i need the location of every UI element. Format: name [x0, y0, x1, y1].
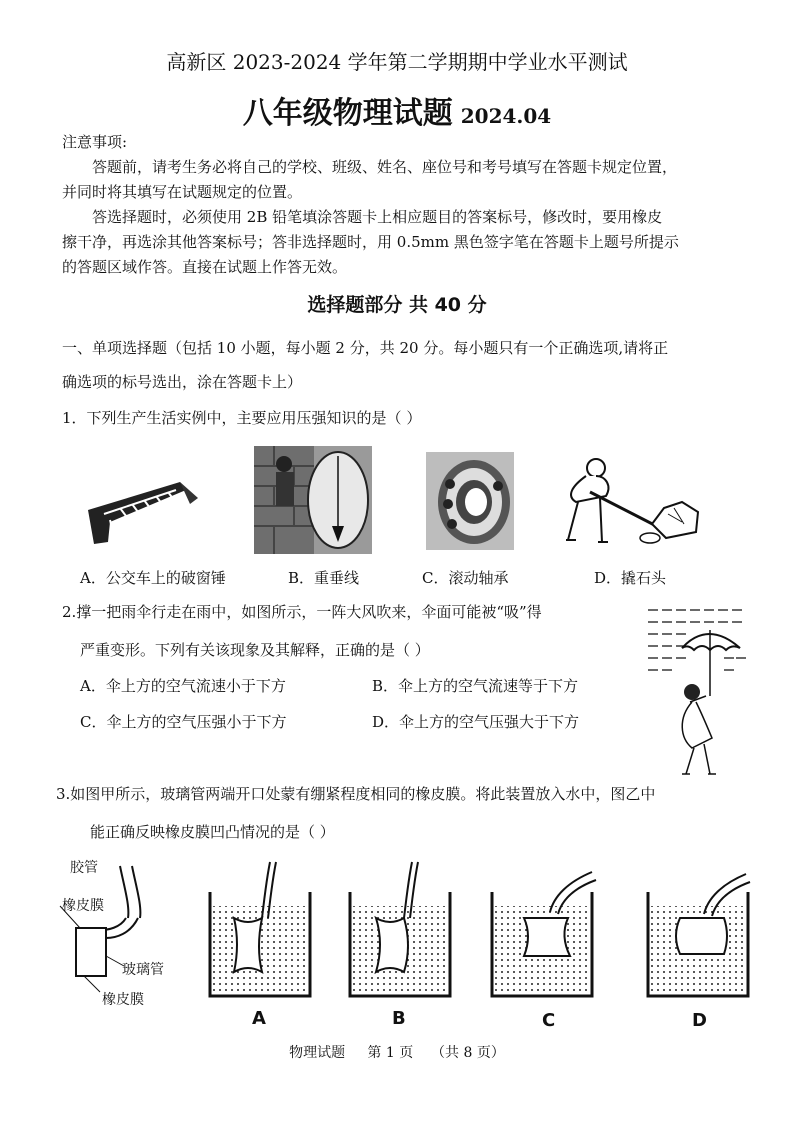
section-intro-2: 确选项的标号选出，涂在答题卡上） [62, 373, 303, 391]
page-footer [0, 1042, 794, 1062]
notice-line-5: 的答题区域作答。直接在试题上作答无效。 [62, 258, 348, 276]
q3-label-glass-tube: 玻璃管 [122, 962, 164, 978]
q3-stem-1: 3.如图甲所示，玻璃管两端开口处蒙有绷紧程度相同的橡皮膜。将此装置放入水中，图乙中 [56, 785, 656, 803]
footer-total: （共 8 页） [431, 1045, 505, 1061]
q3-label-membrane-top: 橡皮膜 [62, 898, 104, 914]
q3-stem-2: 能正确反映橡皮膜凹凸情况的是（ ） [90, 823, 335, 841]
q2-option-d: D．伞上方的空气压强大于下方 [372, 713, 580, 731]
q1-option-d: D．撬石头 [594, 569, 667, 587]
q3-label-hose: 胶管 [70, 860, 98, 876]
q1-plumb-line-image [254, 446, 372, 554]
q2-option-b: B．伞上方的空气流速等于下方 [372, 677, 579, 695]
q2-stem-2: 严重变形。下列有关该现象及其解释，正确的是（ ） [80, 641, 430, 659]
q2-option-c: C．伞上方的空气压强小于下方 [80, 713, 287, 731]
q3-beaker-d [644, 862, 754, 1002]
q3-beaker-b [346, 862, 456, 1002]
q1-stem: 1．下列生产生活实例中，主要应用压强知识的是（ ） [62, 409, 422, 427]
section-title: 选择题部分 共 40 分 [307, 294, 487, 316]
q2-umbrella-figure [648, 598, 748, 778]
notice-line-4: 擦干净，再选涂其他答案标号；答非选择题时，用 0.5mm 黑色签字笔在答题卡上题号所提示 [62, 233, 679, 251]
q1-option-a: A．公交车上的破窗锤 [80, 569, 226, 587]
footer-page: 第 1 页 [367, 1045, 414, 1061]
q1-crowbar-image [556, 456, 706, 550]
q3-label-membrane-bottom: 橡皮膜 [102, 992, 144, 1008]
notice-line-2: 并同时将其填写在试题规定的位置。 [62, 183, 303, 201]
paper-title-text: 八年级物理试题 [242, 96, 453, 131]
notice-line-1: 答题前，请考生务必将自己的学校、班级、姓名、座位号和考号填写在答题卡规定位置， [92, 158, 678, 176]
q3-option-d-letter: D [692, 1010, 707, 1031]
q2-option-a: A．伞上方的空气流速小于下方 [80, 677, 286, 695]
q1-option-c: C．滚动轴承 [422, 569, 509, 587]
q3-beaker-c [488, 862, 598, 1002]
q1-option-b: B．重垂线 [288, 569, 360, 587]
section-intro-1: 一、单项选择题（包括 10 小题，每小题 2 分，共 20 分。每小题只有一个正确选项,请将正 [62, 339, 669, 357]
notice-line-3: 答选择题时，必须使用 2B 铅笔填涂答题卡上相应题目的答案标号，修改时，要用橡皮 [92, 208, 663, 226]
q3-option-a-letter: A [252, 1008, 266, 1029]
paper-date: 2024.04 [460, 104, 552, 128]
q3-beaker-a [206, 862, 316, 1002]
exam-title: 高新区 2023-2024 学年第二学期期中学业水平测试 [166, 50, 628, 74]
footer-subject: 物理试题 [289, 1045, 346, 1061]
q1-bearing-image [426, 452, 514, 550]
q2-stem-1: 2.撑一把雨伞行走在雨中，如图所示，一阵大风吹来，伞面可能被“吸”得 [62, 603, 542, 621]
q3-option-b-letter: B [392, 1008, 406, 1029]
q1-hammer-image [80, 470, 210, 550]
paper-title [0, 88, 794, 132]
q3-option-c-letter: C [542, 1010, 556, 1031]
notice-heading: 注意事项: [62, 133, 128, 151]
